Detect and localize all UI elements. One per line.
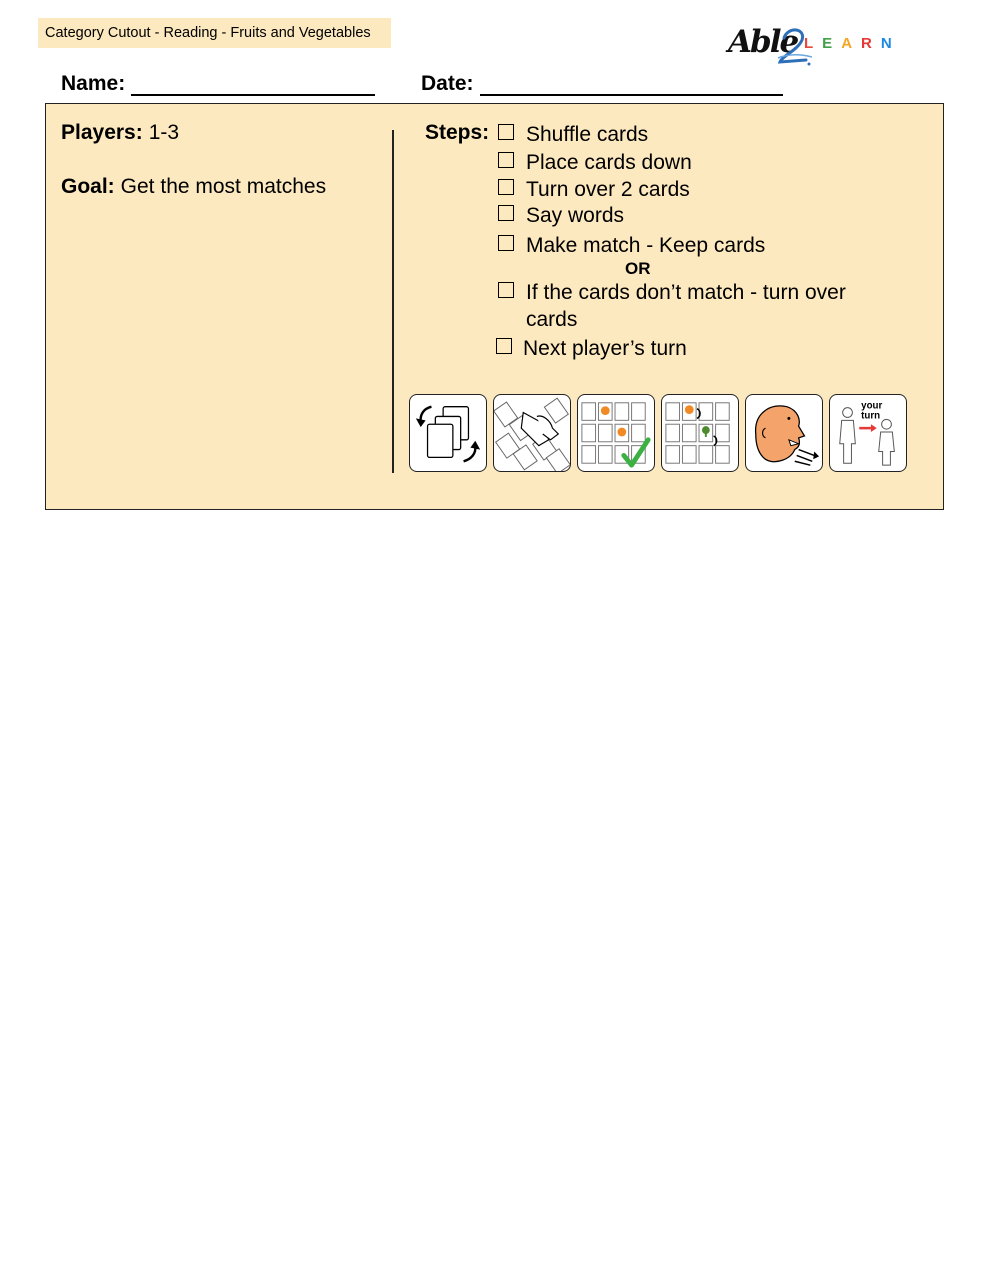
step-text: Turn over 2 cards	[526, 178, 690, 201]
step-checkbox[interactable]	[498, 205, 514, 221]
say-words-icon	[745, 394, 823, 472]
goal-value: Get the most matches	[120, 175, 327, 198]
step-checkbox[interactable]	[496, 338, 512, 354]
players-row	[61, 121, 179, 145]
step-checkbox[interactable]	[498, 282, 514, 298]
steps-label: Steps:	[425, 121, 490, 144]
or-separator: OR	[625, 259, 651, 278]
date-label: Date:	[421, 72, 474, 95]
step-text: Shuffle cards	[526, 123, 649, 146]
match-cards-icon	[577, 394, 655, 472]
name-label: Name:	[61, 72, 126, 95]
step-text: Place cards down	[526, 151, 692, 174]
step-text: cards	[526, 308, 578, 331]
goal-label: Goal:	[61, 175, 115, 198]
shuffle-cards-icon	[409, 394, 487, 472]
step-checkbox[interactable]	[498, 152, 514, 168]
logo-word: Able	[728, 24, 798, 60]
date-field[interactable]	[421, 72, 783, 96]
players-value: 1-3	[148, 121, 180, 144]
next-turn-icon	[829, 394, 907, 472]
place-cards-icon	[493, 394, 571, 472]
step-text: Next player’s turn	[523, 337, 687, 360]
step-checkbox[interactable]	[498, 235, 514, 251]
step-text: Say words	[526, 204, 625, 227]
name-blank-line[interactable]	[131, 74, 375, 96]
goal-row	[61, 175, 326, 199]
turn-label: turn	[861, 410, 881, 422]
turn-over-cards-icon	[661, 394, 739, 472]
column-divider	[392, 130, 394, 473]
players-label: Players:	[61, 121, 143, 144]
step-checkbox[interactable]	[498, 124, 514, 140]
step-text: Make match - Keep cards	[526, 234, 766, 257]
step-checkbox[interactable]	[498, 179, 514, 195]
date-blank-line[interactable]	[480, 74, 783, 96]
able2learn-logo	[728, 24, 901, 68]
step-text: If the cards don’t match - turn over	[526, 281, 846, 304]
name-field[interactable]	[61, 72, 375, 96]
your-label: your	[861, 400, 883, 412]
worksheet-category-tag: Category Cutout - Reading - Fruits and Vegetables	[38, 18, 391, 48]
logo-learn-letters: LEARN	[804, 35, 901, 52]
